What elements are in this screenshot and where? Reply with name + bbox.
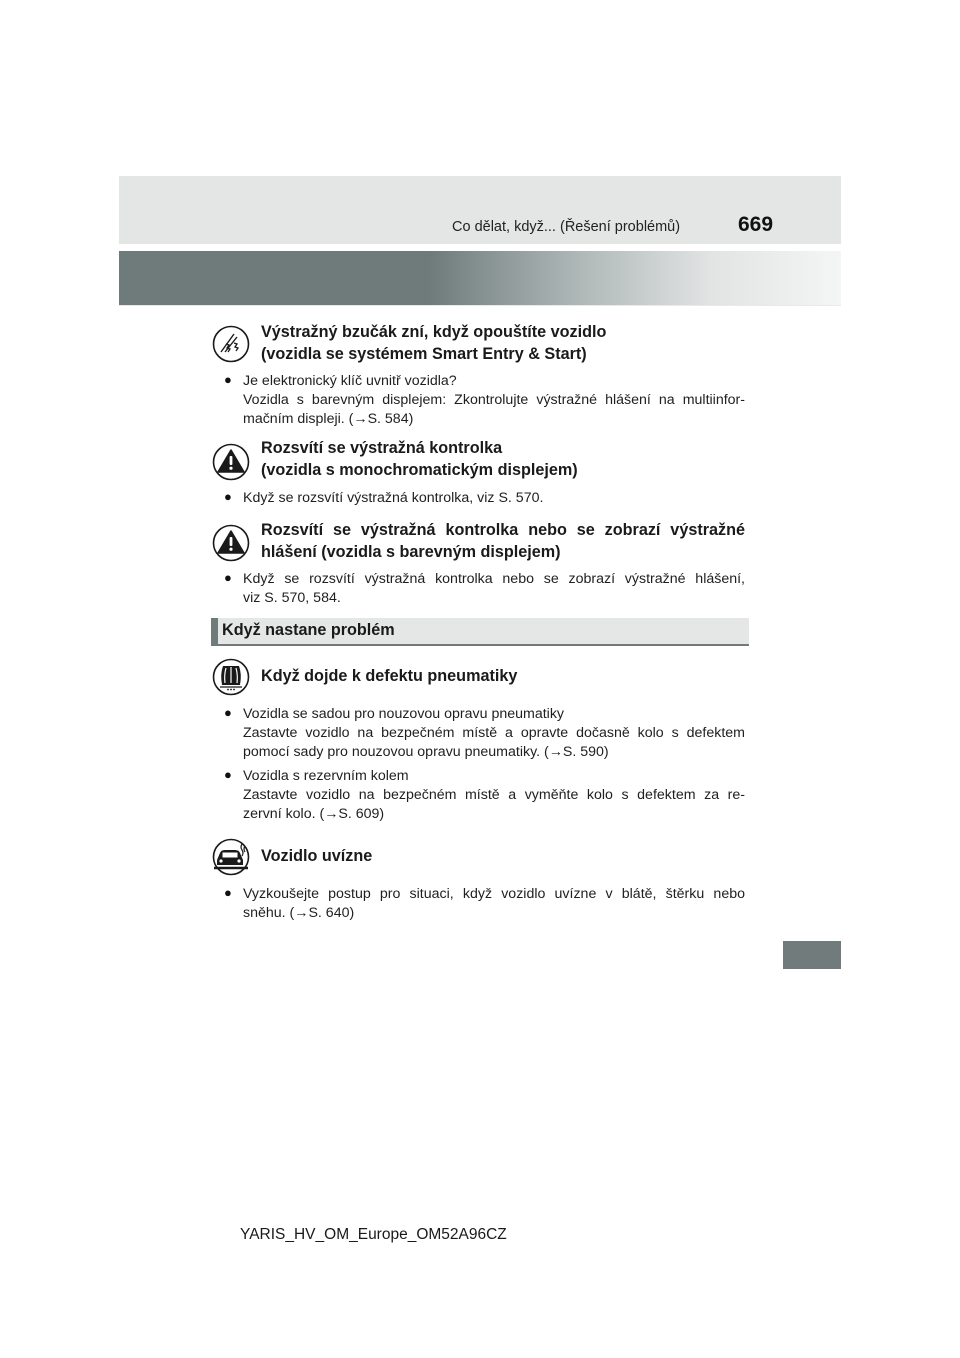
heading-line: Rozsvítí se výstražná kontrolka xyxy=(261,439,503,457)
heading-warning-color xyxy=(261,519,745,563)
bullet-text xyxy=(243,885,745,923)
heading-line: Výstražný bzučák zní, když opouštíte vozidlo xyxy=(261,323,607,341)
text-line: pomocí sady pro nouzovou opravu pneumatiky. (→S. 590) xyxy=(243,744,609,760)
bullet-dot: ● xyxy=(224,489,232,504)
heading-line: (vozidla s monochromatickým displejem) xyxy=(261,461,578,479)
bullet-dot: ● xyxy=(224,885,232,900)
heading-flat-tire xyxy=(261,665,745,687)
text-line: Vozidla se sadou pro nouzovou opravu pneumatiky xyxy=(243,706,565,722)
heading-line: (vozidla se systémem Smart Entry & Start) xyxy=(261,345,587,363)
text-line: Vozidla s rezervním kolem xyxy=(243,768,409,784)
bullet-dot: ● xyxy=(224,767,232,782)
heading-warning-mono xyxy=(261,437,745,481)
header-title: Co dělat, když... (Řešení problémů) xyxy=(452,219,681,235)
flat-tire-icon xyxy=(212,658,250,696)
text-line: zervní kolo. (→S. 609) xyxy=(243,806,385,822)
text-line: Když se rozsvítí výstražná kontrolka nebo se zobrazí výstražné hlášení, xyxy=(243,571,745,587)
text-line: Když se rozsvítí výstražná kontrolka, viz S. 570. xyxy=(243,490,544,506)
text-line: Vyzkoušejte postup pro situaci, když vozidlo uvízne v blátě, štěrku nebo xyxy=(243,886,745,902)
bullet-dot: ● xyxy=(224,372,232,387)
text-line: Vozidla s barevným displejem: Zkontrolujte výstražné hlášení na multiinfor- xyxy=(243,392,745,408)
document-code: YARIS_HV_OM_Europe_OM52A96CZ xyxy=(240,1226,507,1243)
heading-line: Když dojde k defektu pneumatiky xyxy=(261,667,518,685)
text-line: Zastavte vozidlo na bezpečném místě a vyměňte kolo s defektem za re- xyxy=(243,787,745,803)
page-number: 669 xyxy=(738,213,774,236)
bullet-text xyxy=(243,489,745,508)
heading-line: Vozidlo uvízne xyxy=(261,847,373,865)
text-line: Je elektronický klíč uvnitř vozidla? xyxy=(243,373,457,389)
text-line: sněhu. (→S. 640) xyxy=(243,905,355,921)
bullet-text xyxy=(243,705,745,762)
bullet-text xyxy=(243,372,745,429)
text-line: viz S. 570, 584. xyxy=(243,590,341,606)
text-line: mačním displeji. (→S. 584) xyxy=(243,411,414,427)
text-line: Zastavte vozidlo na bezpečném místě a opravte dočasně kolo s defektem xyxy=(243,725,745,741)
heading-buzzer xyxy=(261,321,745,365)
heading-stuck-vehicle xyxy=(261,845,745,867)
heading-line: Rozsvítí se výstražná kontrolka nebo se zobrazí výstražné xyxy=(261,521,745,539)
warning-triangle-icon xyxy=(212,524,250,562)
chapter-banner-rule xyxy=(119,305,841,306)
buzzer-icon xyxy=(212,325,250,363)
section-title: Když nastane problém xyxy=(222,621,395,639)
chapter-side-tab xyxy=(783,941,841,969)
bullet-dot: ● xyxy=(224,705,232,720)
section-header-rule xyxy=(211,644,749,646)
chapter-banner xyxy=(119,251,841,305)
warning-triangle-icon xyxy=(212,443,250,481)
bullet-text xyxy=(243,767,745,824)
stuck-vehicle-icon xyxy=(212,838,250,876)
heading-line: hlášení (vozidla s barevným displejem) xyxy=(261,543,561,561)
bullet-dot: ● xyxy=(224,570,232,585)
bullet-text xyxy=(243,570,745,608)
